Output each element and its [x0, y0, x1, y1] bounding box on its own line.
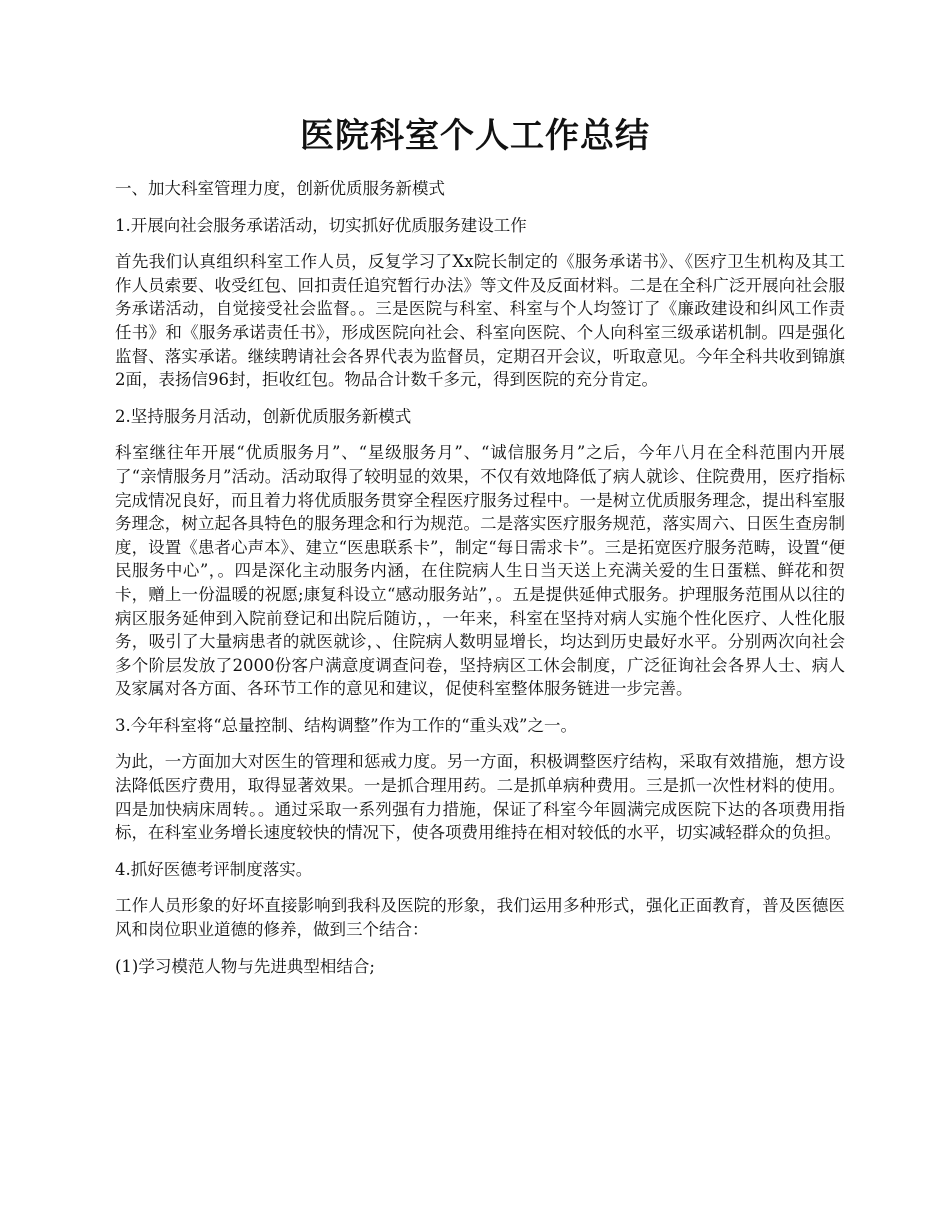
list-item: (1)学习模范人物与先进典型相结合; [115, 956, 375, 976]
section-heading: 一、加大科室管理力度，创新优质服务新模式 [115, 179, 445, 198]
subsection-heading: 2.坚持服务月活动，创新优质服务新模式 [115, 406, 412, 426]
subsection-heading: 1.开展向社会服务承诺活动，切实抓好优质服务建设工作 [115, 215, 527, 235]
body-paragraph: 工作人员形象的好坏直接影响到我科及医院的形象，我们运用多种形式，强化正面教育，普及医德医风和岗位职业道德的修养，做到三个结合： [115, 896, 845, 940]
body-paragraph: 为此，一方面加大对医生的管理和惩戒力度。另一方面，积极调整医疗结构，采取有效措施，想方设法降低医疗费用，取得显著效果。一是抓合理用药。二是抓单病种费用。三是抓一次性材料的使用。四是加快病床周转。。通过采取一系列强有力措施，保证了科室今年圆满完成医院下达的各项费用指标，在科室业务增长速度较快的情况下，使各项费用维持在相对较低的水平，切实减轻群众的负担。 [115, 752, 845, 843]
subsection-heading: 4.抓好医德考评制度落实。 [115, 859, 313, 879]
body-paragraph: 科室继往年开展“优质服务月”、“星级服务月”、“诚信服务月”之后，今年八月在全科范围内开展了“亲情服务月”活动。活动取得了较明显的效果，不仅有效地降低了病人就诊、住院费用，医疗指标完成情况良好，而且着力将优质服务贯穿全程医疗服务过程中。一是树立优质服务理念，提出科室服务理念，树立起各具特色的服务理念和行为规范。二是落实医疗服务规范，落实周六、日医生查房制度，设置《患者心声本》、建立“医患联系卡”，制定“每日需求卡”。三是拓宽医疗服务范畴，设置“便民服务中心”，。四是深化主动服务内涵，在住院病人生日当天送上充满关爱的生日蛋糕、鲜花和贺卡，赠上一份温暖的祝愿;康复科设立“感动服务站”，。五是提供延伸式服务。护理服务范围从以往的病区服务延伸到入院前登记和出院后随访，，一年来，科室在坚持对病人实施个性化医疗、人性化服务，吸引了大量病患者的就医就诊，、住院病人数明显增长，均达到历史最好水平。分别两次向社会多个阶层发放了2000份客户满意度调查问卷，坚持病区工休会制度，广泛征询社会各界人士、病人及家属对各方面、各环节工作的意见和建议，促使科室整体服务链进一步完善。 [115, 443, 845, 699]
subsection-heading: 3.今年科室将“总量控制、结构调整”作为工作的“重头戏”之一。 [115, 715, 577, 735]
document-title: 医院科室个人工作总结 [300, 116, 650, 156]
body-paragraph: 首先我们认真组织科室工作人员，反复学习了Xx院长制定的《服务承诺书》、《医疗卫生机构及其工作人员索要、收受红包、回扣责任追究暂行办法》等文件及反面材料。二是在全科广泛开展向社会服务承诺活动，自觉接受社会监督。。三是医院与科室、科室与个人均签订了《廉政建设和纠风工作责任书》和《服务承诺责任书》，形成医院向社会、科室向医院、个人向科室三级承诺机制。四是强化监督、落实承诺。继续聘请社会各界代表为监督员，定期召开会议，听取意见。今年全科共收到锦旗2面，表扬信96封，拒收红包。物品合计数千多元，得到医院的充分肯定。 [115, 252, 845, 390]
document-body [115, 177, 845, 991]
